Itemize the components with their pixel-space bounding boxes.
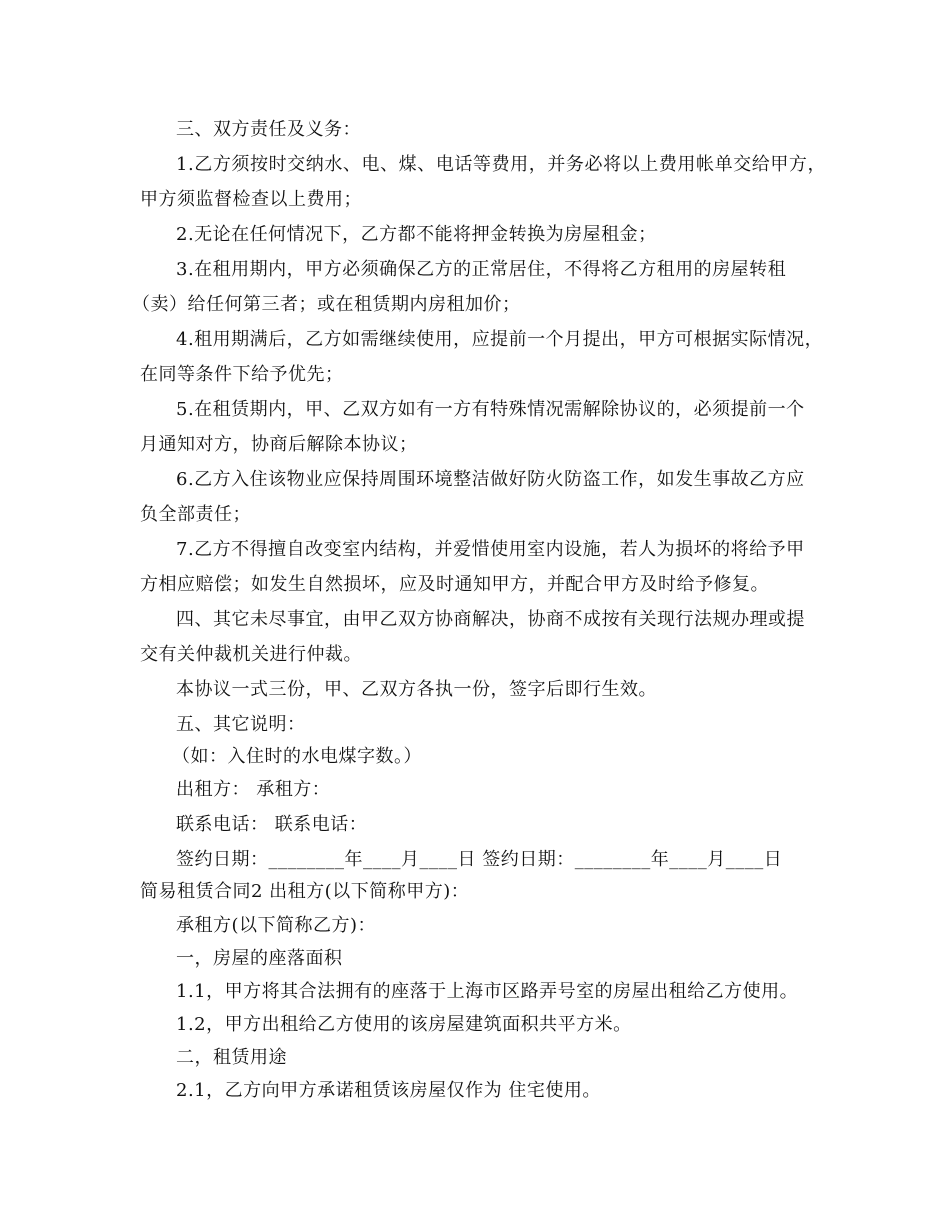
clause-3-line-1: 3.在租用期内，甲方必须确保乙方的正常居住，不得将乙方租用的房屋转租	[176, 259, 787, 280]
clause-2-1: 2.1，乙方向甲方承诺租赁该房屋仅作为 住宅使用。	[176, 1080, 601, 1101]
clause-4-line-1: 4.租用期满后，乙方如需继续使用，应提前一个月提出，甲方可根据实际情况，	[176, 329, 824, 350]
clause-1-line-1: 1.乙方须按时交纳水、电、煤、电话等费用，并务必将以上费用帐单交给甲方，	[176, 154, 826, 175]
section-heading-lease-purpose: 二，租赁用途	[176, 1047, 287, 1068]
copies-statement: 本协议一式三份，甲、乙双方各执一份，签字后即行生效。	[176, 679, 657, 700]
clause-7-line-1: 7.乙方不得擅自改变室内结构，并爱惜使用室内设施，若人为损坏的将给予甲	[176, 539, 805, 560]
clause-5-line-1: 5.在租赁期内，甲、乙双方如有一方有特殊情况需解除协议的，必须提前一个	[176, 399, 805, 420]
notes-example: （如：入住时的水电煤字数。）	[172, 746, 422, 767]
clause-3-line-2: （卖）给任何第三者；或在租赁期内房租加价；	[132, 294, 521, 315]
section-heading-location-area: 一，房屋的座落面积	[176, 948, 343, 969]
clause-6-line-2: 负全部责任；	[140, 504, 251, 525]
clause-2: 2.无论在任何情况下，乙方都不能将押金转换为房屋租金；	[176, 224, 657, 245]
signature-parties: 出租方： 承租方：	[176, 779, 331, 800]
clause-4-line-2: 在同等条件下给予优先；	[140, 364, 344, 385]
section-heading-responsibilities: 三、双方责任及义务：	[176, 119, 361, 140]
clause-7-line-2: 方相应赔偿；如发生自然损坏，应及时通知甲方，并配合甲方及时给予修复。	[140, 574, 769, 595]
contact-phones: 联系电话： 联系电话：	[176, 814, 368, 835]
section-heading-other-notes: 五、其它说明：	[176, 714, 306, 735]
clause-1-1: 1.1，甲方将其合法拥有的座落于上海市区路弄号室的房屋出租给乙方使用。	[176, 981, 799, 1002]
clause-1-line-2: 甲方须监督检查以上费用；	[140, 189, 362, 210]
tenant-definition: 承租方(以下简称乙方)：	[176, 915, 377, 936]
clause-6-line-1: 6.乙方入住该物业应保持周围环境整洁做好防火防盗工作，如发生事故乙方应	[176, 469, 805, 490]
section-other-matters-line-1: 四、其它未尽事宜，由甲乙双方协商解决，协商不成按有关现行法规办理或提	[176, 609, 805, 630]
contract-2-title: 简易租赁合同2 出租方(以下简称甲方)：	[140, 881, 470, 902]
signing-dates: 签约日期：________年____月____日 签约日期：________年____月____日	[176, 849, 783, 870]
clause-1-2: 1.2，甲方出租给乙方使用的该房屋建筑面积共平方米。	[176, 1014, 632, 1035]
clause-5-line-2: 月通知对方，协商后解除本协议；	[140, 434, 418, 455]
section-other-matters-line-2: 交有关仲裁机关进行仲裁。	[140, 644, 362, 665]
